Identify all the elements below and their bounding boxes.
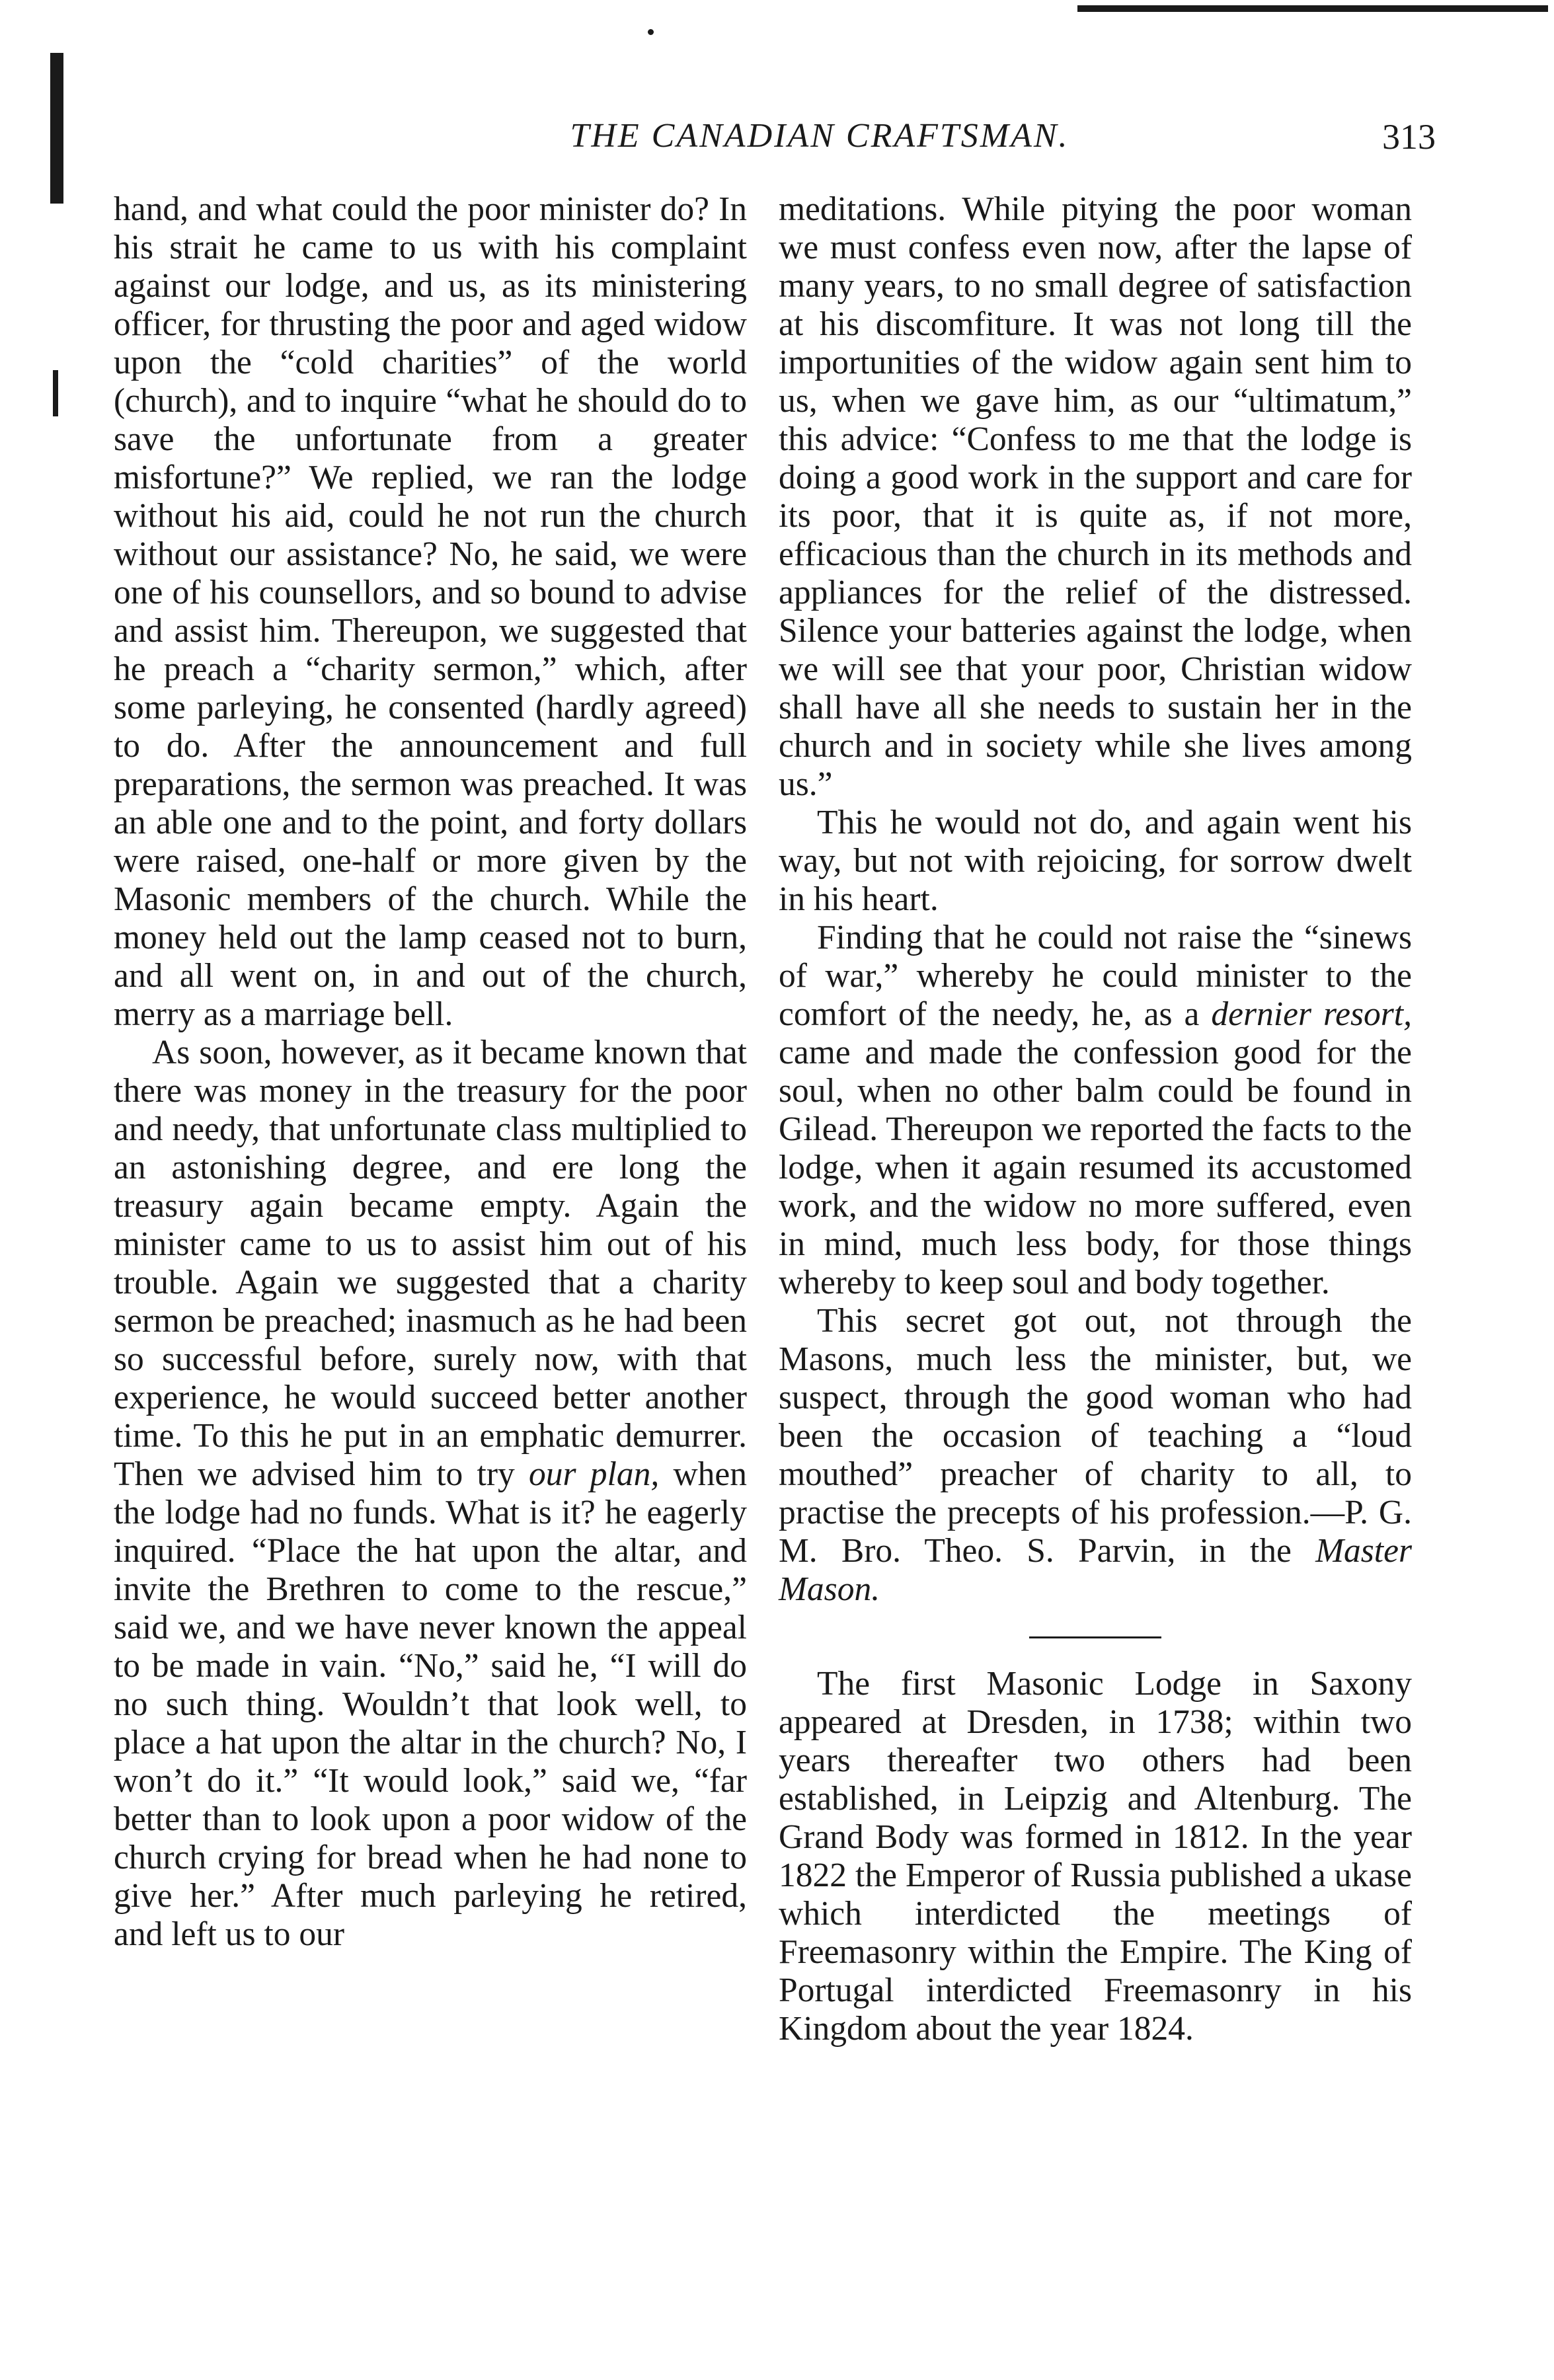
left-paragraph-2-part-b: when the lodge had no funds. What is it? he eagerly inquired. “Place the hat upon the altar, and invite the Brethren to come to the rescue,” said we, and we have never known the appeal to be made in vain. “No,” said he, “I will do no such thing. Wouldn’t that look well, to place a hat upon the altar in the church? No, I won’t do it.” “It would look,” said we, “far better than to look upon a poor widow of the church crying for bread when he had none to give her.” After much parleying he retired, and left us to our — [114, 1455, 747, 1953]
left-paragraph-2-part-a: As soon, however, as it became known that there was money in the treasury for the poor and needy, that unfortunate class multiplied to an astonishing degree, and ere long the treasury again became empty. Again the minister came to us to assist him out of his trouble. Again we suggested that a charity sermon be preached; inasmuch as he had been so successful before, surely now, with that experience, he would succeed better another time. To this he put in an emphatic demurrer. Then we advised him to try — [114, 1034, 747, 1493]
section-separator — [1029, 1636, 1161, 1638]
running-title: THE CANADIAN CRAFTSMAN. — [570, 117, 1069, 155]
binding-mark-small — [53, 370, 58, 416]
left-paragraph-2-emphasis: our plan, — [528, 1455, 660, 1493]
right-column — [779, 190, 1412, 2048]
right-paragraph-1: meditations. While pitying the poor woman we must confess even now, after the lapse of many years, to no small degree of satisfaction at his discomfiture. It was not long till the importunities of the widow again sent him to us, when we gave him, as our “ultimatum,” this advice: “Confess to me that the lodge is doing a good work in the support and care for its poor, that it is quite as, if not more, efficacious than the church in its methods and appliances for the relief of the distressed. Silence your batteries against the lodge, when we will see that your poor, Christian widow shall have all she needs to sustain her in the church and in society while she lives among us.” — [779, 190, 1412, 803]
right-paragraph-4 — [779, 1302, 1412, 1609]
left-column — [114, 190, 747, 1954]
binding-mark — [50, 53, 63, 204]
printing-dot — [648, 29, 654, 35]
right-paragraph-2: This he would not do, and again went his way, but not with rejoicing, for sorrow dwelt in his heart. — [779, 804, 1412, 918]
top-rule — [1077, 5, 1548, 12]
right-paragraph-5: The first Masonic Lodge in Saxony appeared at Dresden, in 1738; within two years thereafter two others had been established, in Leipzig and Altenburg. The Grand Body was formed in 1812. In the year 1822 the Emperor of Russia published a ukase which interdicted the meetings of Freemasonry within the Empire. The King of Portugal interdicted Freemasonry in his Kingdom about the year 1824. — [779, 1665, 1412, 2048]
page-number: 313 — [1382, 117, 1436, 157]
right-paragraph-3-part-a: Finding that he could not raise the “sinews of war,” whereby he could minister to the comfort of the needy, he, as a — [779, 919, 1412, 1033]
right-paragraph-3-emphasis: dernier resort, — [1211, 995, 1412, 1033]
right-paragraph-3-part-b: came and made the confession good for the soul, when no other balm could be found in Gilead. Thereupon we reported the facts to the lodge, when it again resumed its accustomed work, and the widow no more suffered, even in mind, much less body, for those things whereby to keep soul and body together. — [779, 1034, 1412, 1301]
left-paragraph-1: hand, and what could the poor minister do? In his strait he came to us with his complaint against our lodge, and us, as its ministering officer, for thrusting the poor and aged widow upon the “cold charities” of the world (church), and to inquire “what he should do to save the unfortunate from a greater misfortune?” We replied, we ran the lodge without his aid, could he not run the church without our assistance? No, he said, we were one of his counsellors, and so bound to advise and assist him. Thereupon, we suggested that he preach a “charity sermon,” which, after some parleying, he consented (hardly agreed) to do. After the announcement and full preparations, the sermon was preached. It was an able one and to the point, and forty dollars were raised, one-half or more given by the Masonic members of the church. While the money held out the lamp ceased not to burn, and all went on, in and out of the church, merry as a marriage bell. — [114, 190, 747, 1033]
right-paragraph-4-emphasis: Master Mason. — [779, 1532, 1412, 1608]
left-paragraph-2 — [114, 1034, 747, 1954]
right-paragraph-3 — [779, 919, 1412, 1302]
right-paragraph-4-part-a: This secret got out, not through the Masons, much less the minister, but, we suspect, through the good woman who had been the occasion of teaching a “loud mouthed” preacher of charity to all, to practise the precepts of his profession.—P. G. M. Bro. Theo. S. Parvin, in the — [779, 1302, 1412, 1570]
running-head — [112, 116, 1434, 163]
